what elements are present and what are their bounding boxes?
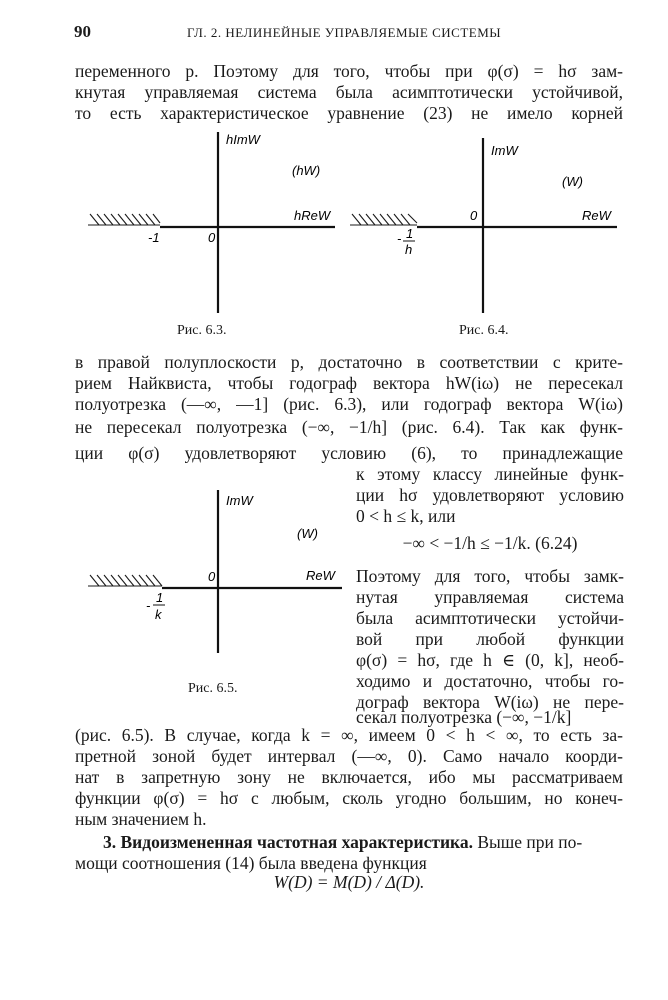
paragraph-line: вой при любой функции (356, 629, 624, 649)
paragraph-line: секал полуотрезка (−∞, −1/k] (356, 707, 572, 727)
paragraph-line: то есть характеристическое уравнение (23) не имело корней (75, 103, 623, 123)
paragraph-line: ции φ(σ) удовлетворяют условию (6), то принадлежащие (75, 443, 623, 463)
forbidden-zone-hatch (88, 575, 162, 586)
paragraph-line: мощи соотношения (14) была введена функция (75, 853, 427, 873)
paragraph-line: не пересекал полуотрезка (−∞, −1/h] (рис. 6.4). Так как функ- (75, 417, 623, 437)
figure-6-3 (80, 128, 340, 318)
paragraph-line: ным значением h. (75, 809, 207, 829)
running-head: ГЛ. 2. НЕЛИНЕЙНЫЕ УПРАВЛЯЕМЫЕ СИСТЕМЫ (187, 25, 502, 40)
paragraph-line: дограф вектора W(iω) не пере- (356, 692, 624, 712)
section-heading-rest: Выше при по- (477, 832, 583, 852)
paragraph-line: переменного p. Поэтому для того, чтобы при φ(σ) = hσ зам- (75, 61, 623, 81)
origin-label: 0 (208, 230, 216, 245)
paragraph-line: полуотрезка (—∞, —1] (рис. 6.3), или годограф вектора W(iω) (75, 394, 623, 414)
point-label: -1 (148, 230, 160, 245)
hodograph-label: (W) (297, 526, 318, 541)
figure-caption: Рис. 6.5. (188, 681, 238, 696)
paragraph-line: нат в запретную зону не включается, ибо мы рассматриваем (75, 767, 623, 787)
point-denominator: k (155, 607, 162, 622)
paragraph-line: в правой полуплоскости p, достаточно в соответствии с крите- (75, 352, 623, 372)
paragraph-line: φ(σ) = hσ, где h ∈ (0, k], необ- (356, 650, 624, 670)
point-numerator: 1 (406, 226, 414, 241)
section-heading: 3. Видоизмененная частотная характеристика. (103, 832, 473, 852)
paragraph-line: функции φ(σ) = hσ с любым, сколь угодно большим, но конеч- (75, 788, 623, 808)
figure-caption: Рис. 6.3. (177, 323, 227, 338)
x-axis-label: hReW (294, 208, 331, 223)
paragraph-line: Поэтому для того, чтобы замк- (356, 566, 624, 586)
y-axis-label: ImW (226, 493, 253, 508)
x-axis-label: ReW (306, 568, 335, 583)
paragraph-line: (рис. 6.5). В случае, когда k = ∞, имеем 0 < h < ∞, то есть за- (75, 725, 623, 745)
y-axis-label: ImW (491, 143, 518, 158)
origin-label: 0 (208, 569, 216, 584)
paragraph-line: претной зоной будет интервал (—∞, 0). Само начало коорди- (75, 746, 623, 766)
hodograph-label: (W) (562, 174, 583, 189)
paragraph-line: была асимптотически устойчи- (356, 608, 624, 628)
point-numerator: 1 (156, 590, 164, 605)
paragraph-line: нутая управляемая система (356, 587, 624, 607)
formula: W(D) = M(D) / Δ(D). (273, 872, 425, 892)
paragraph-line: ции hσ удовлетворяют условию (356, 485, 624, 505)
point-sign: - (397, 231, 402, 246)
figure-6-4 (345, 128, 625, 318)
paragraph-line: к этому классу линейные функ- (356, 464, 624, 484)
y-axis-label: hImW (226, 132, 260, 147)
figure-caption: Рис. 6.4. (459, 323, 509, 338)
paragraph-line: рием Найквиста, чтобы годограф вектора hW(iω) не пересекал (75, 373, 623, 393)
figure-6-5 (80, 488, 350, 658)
point-sign: - (146, 598, 151, 613)
forbidden-zone-hatch (350, 214, 417, 225)
paragraph-line: 0 < h ≤ k, или (356, 506, 456, 526)
origin-label: 0 (470, 208, 478, 223)
x-axis-label: ReW (582, 208, 611, 223)
paragraph-line: ходимо и достаточно, чтобы го- (356, 671, 624, 691)
page-number: 90 (74, 22, 91, 41)
paragraph-line: кнутая управляемая система была асимптотически устойчивой, (75, 82, 623, 102)
forbidden-zone-hatch (88, 214, 160, 225)
equation-6-24: −∞ < −1/h ≤ −1/k. (6.24) (402, 533, 578, 553)
section-heading-line (75, 832, 623, 853)
point-denominator: h (405, 242, 413, 257)
hodograph-label: (hW) (292, 163, 321, 178)
